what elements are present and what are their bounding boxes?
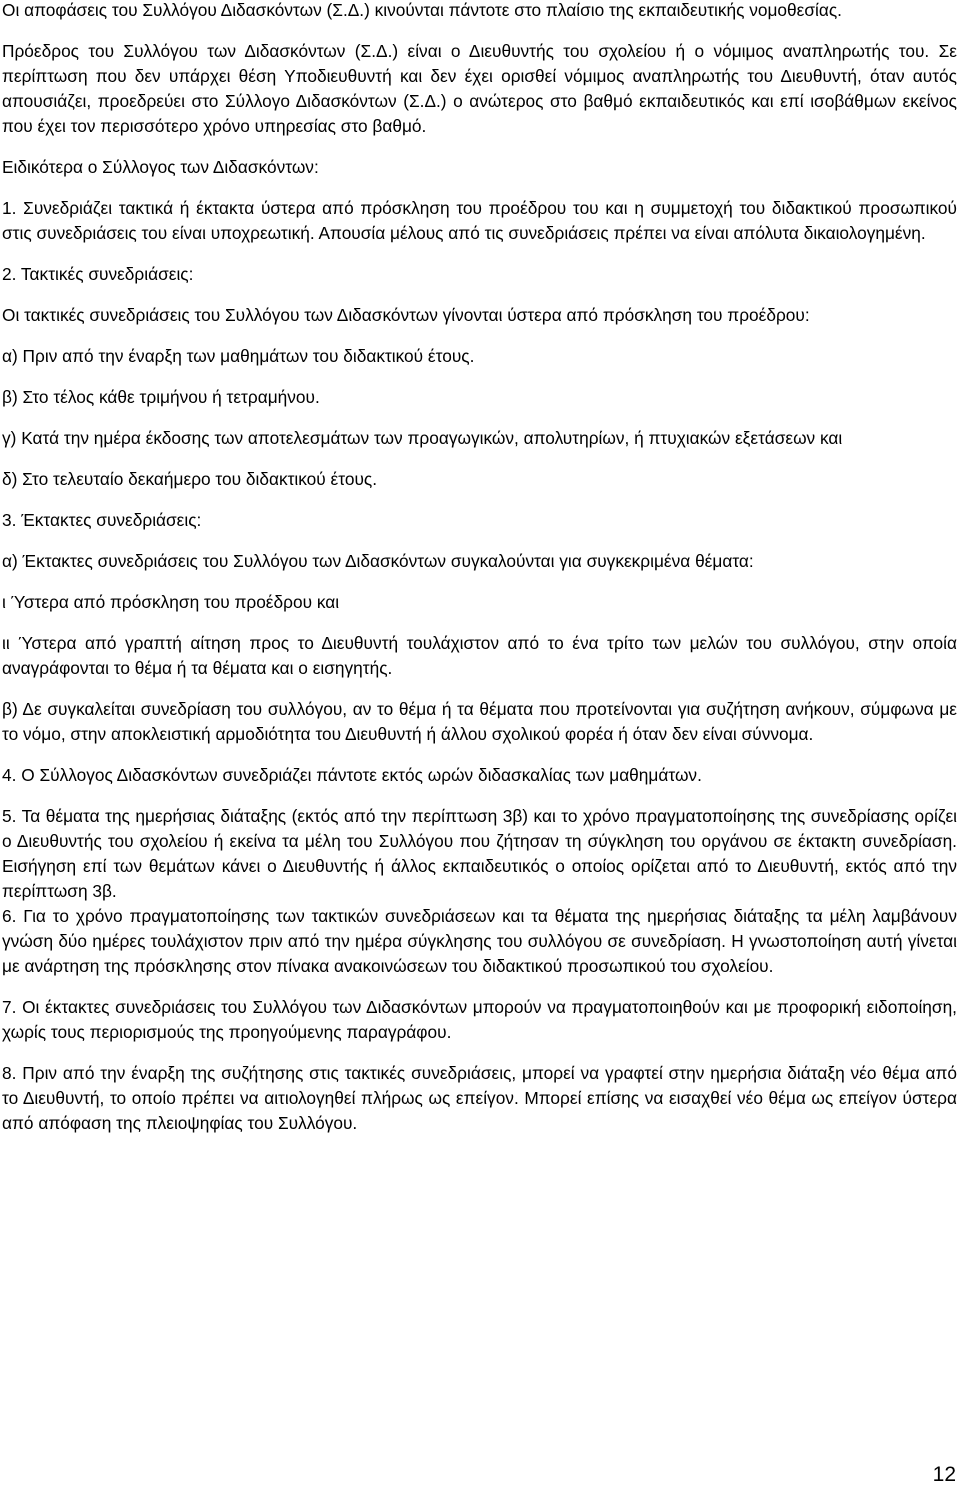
- paragraph-item-3-heading: 3. Έκτακτες συνεδριάσεις:: [2, 510, 202, 530]
- paragraph-item-2a: α) Πριν από την έναρξη των μαθημάτων του διδακτικού έτους.: [2, 346, 475, 366]
- paragraph-item-2-heading: 2. Τακτικές συνεδριάσεις:: [2, 264, 194, 284]
- paragraph-item-5: 5. Τα θέματα της ημερήσιας διάταξης (εκτός από την περίπτωση 3β) και το χρόνο πραγματοποίησης της συνεδρίασης ορίζει ο Διευθυντής του σχολείου ή εκείνα τα μέλη του Συλλόγου που ζήτησαν τη σύγκληση του οργάνου σε έκτακτη συνεδρίαση. Εισήγηση επί των θεμάτων κάνει ο Διευθυντής ή άλλος εκπαιδευτικός ο οποίος ορίζεται από το Διευθυντή, εκτός από την περίπτωση 3β.: [2, 806, 957, 901]
- paragraph-item-1: 1. Συνεδριάζει τακτικά ή έκτακτα ύστερα από πρόσκληση του προέδρου του και η συμμετοχή του διδακτικού προσωπικού στις συνεδριάσεις του είναι υποχρεωτική. Απουσία μέλους από τις συνεδριάσεις πρέπει να είναι απόλυτα δικαιολογημένη.: [2, 198, 957, 243]
- paragraph-item-2b: β) Στο τέλος κάθε τριμήνου ή τετραμήνου.: [2, 387, 320, 407]
- paragraph-item-2c: γ) Κατά την ημέρα έκδοσης των αποτελεσμάτων των προαγωγικών, απολυτηρίων, ή πτυχιακών εξετάσεων και: [2, 428, 843, 448]
- paragraph-decisions: Οι αποφάσεις του Συλλόγου Διδασκόντων (Σ.Δ.) κινούνται πάντοτε στο πλαίσιο της εκπαιδευτικής νομοθεσίας.: [2, 0, 842, 20]
- page-number: 12: [932, 1463, 956, 1486]
- paragraph-regular-meetings: Οι τακτικές συνεδριάσεις του Συλλόγου των Διδασκόντων γίνονται ύστερα από πρόσκληση του προέδρου:: [2, 305, 810, 325]
- paragraph-item-3b: β) Δε συγκαλείται συνεδρίαση του συλλόγου, αν το θέμα ή τα θέματα που προτείνονται για συζήτηση ανήκουν, σύμφωνα με το νόμο, στην αποκλειστική αρμοδιότητα του Διευθυντή ή άλλου σχολικού φορέα ή όταν δεν είναι σύννομα.: [2, 699, 957, 744]
- paragraph-item-4: 4. Ο Σύλλογος Διδασκόντων συνεδριάζει πάντοτε εκτός ωρών διδασκαλίας των μαθημάτων.: [2, 765, 702, 785]
- paragraph-item-7: 7. Οι έκτακτες συνεδριάσεις του Συλλόγου των Διδασκόντων μπορούν να πραγματοποιηθούν και με προφορική ειδοποίηση, χωρίς τους περιορισμούς της προηγούμενης παραγράφου.: [2, 997, 957, 1042]
- paragraph-item-8: 8. Πριν από την έναρξη της συζήτησης στις τακτικές συνεδριάσεις, μπορεί να γραφτεί στην ημερήσια διάταξη νέο θέμα από το Διευθυντή, το οποίο πρέπει να αιτιολογηθεί πλήρως ως επείγον. Μπορεί επίσης να εισαχθεί νέο θέμα ως επείγον ύστερα από απόφαση της πλειοψηφίας του Συλλόγου.: [2, 1063, 957, 1133]
- paragraph-item-3a-i: ι Ύστερα από πρόσκληση του προέδρου και: [2, 592, 340, 612]
- paragraph-item-2d: δ) Στο τελευταίο δεκαήμερο του διδακτικού έτους.: [2, 469, 378, 489]
- paragraph-item-3a: α) Έκτακτες συνεδριάσεις του Συλλόγου των Διδασκόντων συγκαλούνται για συγκεκριμένα θέματα:: [2, 551, 754, 571]
- paragraph-specifically: Ειδικότερα ο Σύλλογος των Διδασκόντων:: [2, 157, 319, 177]
- document-body: [2, 0, 957, 1152]
- paragraph-item-6: 6. Για το χρόνο πραγματοποίησης των τακτικών συνεδριάσεων και τα θέματα της ημερήσιας διάταξης τα μέλη λαμβάνουν γνώση δύο ημέρες τουλάχιστον πριν από την ημέρα σύγκλησης του συλλόγου σε συνεδρίαση. Η γνωστοποίηση αυτή γίνεται με ανάρτηση της πρόσκλησης στον πίνακα ανακοινώσεων του διδακτικού προσωπικού του σχολείου.: [2, 906, 957, 976]
- paragraph-president: Πρόεδρος του Συλλόγου των Διδασκόντων (Σ.Δ.) είναι ο Διευθυντής του σχολείου ή ο νόμιμος αναπληρωτής του. Σε περίπτωση που δεν υπάρχει θέση Υποδιευθυντή και δεν έχει ορισθεί νόμιμος αναπληρωτής του Διευθυντή, όταν αυτός απουσιάζει, προεδρεύει στο Σύλλογο Διδασκόντων (Σ.Δ.) ο ανώτερος στο βαθμό εκπαιδευτικός και επί ισοβάθμων εκείνος που έχει τον περισσότερο χρόνο υπηρεσίας στο βαθμό.: [2, 41, 957, 136]
- paragraph-item-3a-ii: ιι Ύστερα από γραπτή αίτηση προς το Διευθυντή τουλάχιστον από το ένα τρίτο των μελών του συλλόγου, στην οποία αναγράφονται το θέμα ή τα θέματα και ο εισηγητής.: [2, 633, 957, 678]
